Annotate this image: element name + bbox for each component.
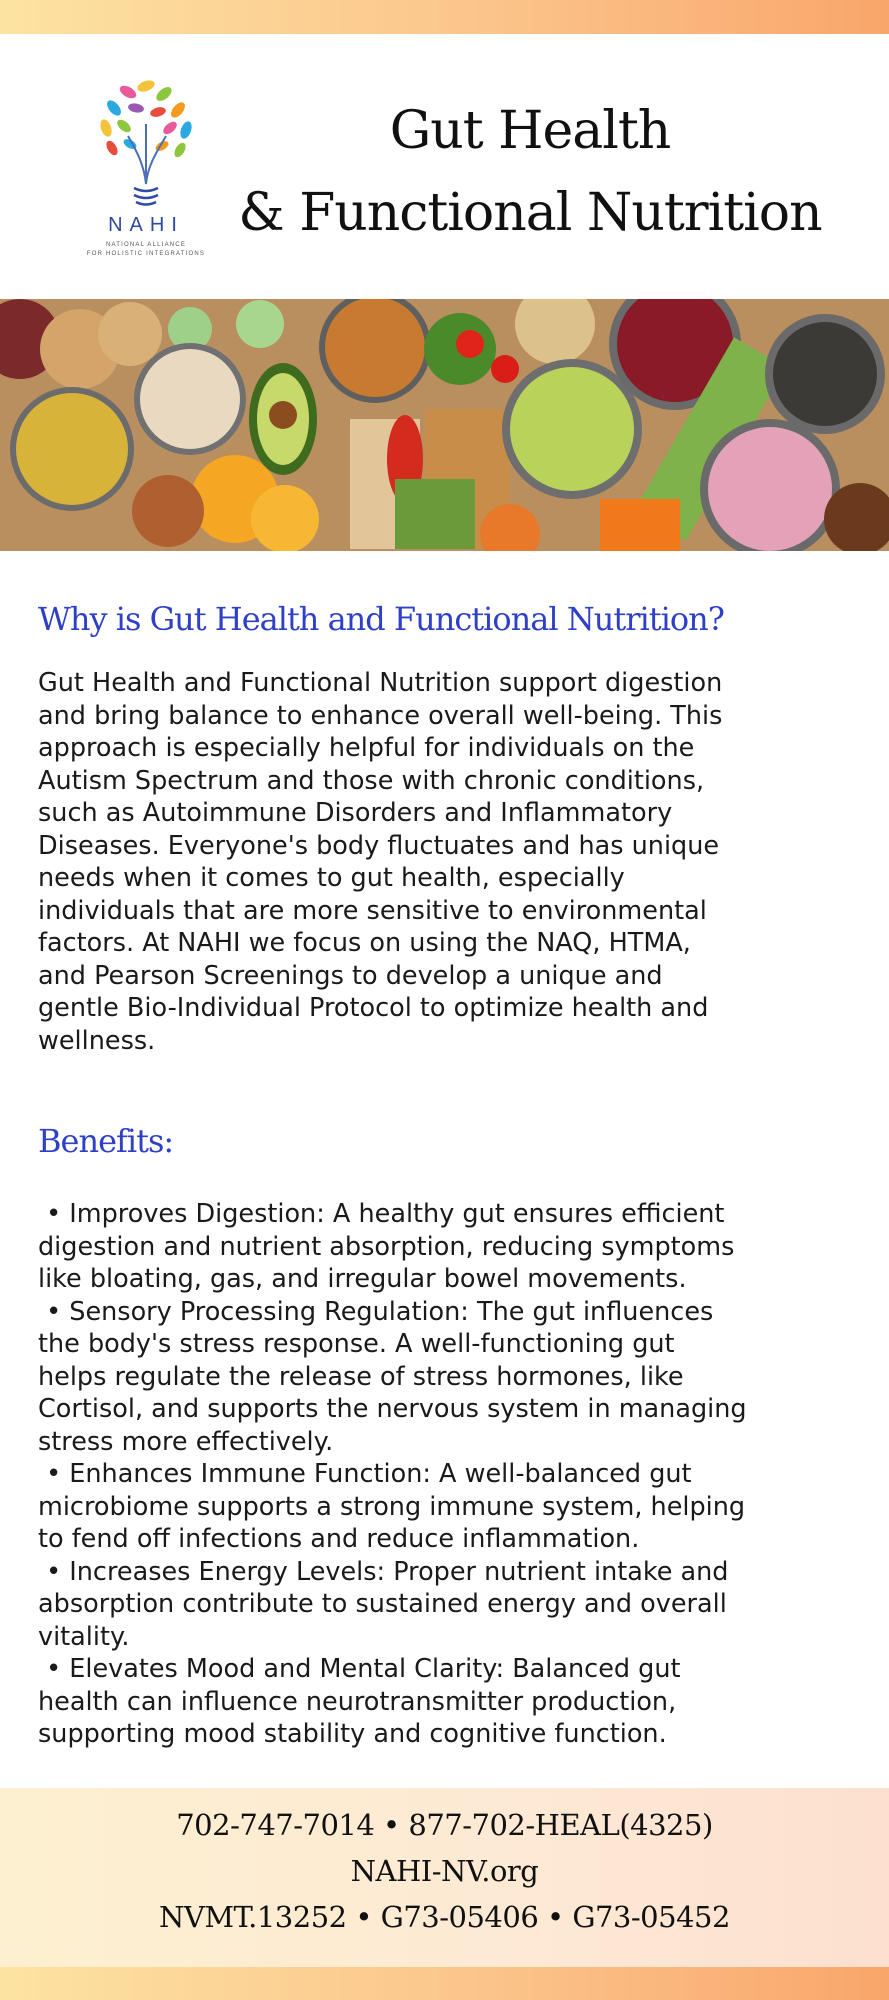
top-accent-bar xyxy=(0,0,889,34)
why-line: wellness. xyxy=(38,1025,156,1056)
why-line: gentle Bio-Individual Protocol to optimize health and xyxy=(38,993,709,1023)
logo-subtitle-line-1: NATIONAL ALLIANCE xyxy=(105,242,187,248)
title-line-2: & Functional Nutrition xyxy=(238,183,822,243)
website-link[interactable]: NAHI-NV.org xyxy=(350,1854,539,1888)
nahi-logo xyxy=(66,64,226,264)
header xyxy=(0,34,889,299)
why-line: and bring balance to enhance overall well-being. This xyxy=(38,700,723,731)
food-banner-image xyxy=(0,299,889,551)
why-heading: Why is Gut Health and Functional Nutrition? xyxy=(38,600,724,638)
benefit-line: supporting mood stability and cognitive function. xyxy=(38,1719,667,1749)
why-paragraph xyxy=(38,667,858,1057)
benefit-line: • Improves Digestion: A healthy gut ensures efficient xyxy=(38,1199,725,1229)
benefits-list xyxy=(38,1198,868,1751)
benefit-line: helps regulate the release of stress hormones, like xyxy=(38,1361,684,1392)
why-line: individuals that are more sensitive to environmental xyxy=(38,895,707,926)
benefit-line: microbiome supports a strong immune system, helping xyxy=(38,1491,746,1522)
tree-head-icon xyxy=(66,64,226,214)
benefit-line: absorption contribute to sustained energy and overall xyxy=(38,1589,727,1619)
page-title xyxy=(230,90,830,254)
benefit-line: Cortisol, and supports the nervous system in managing xyxy=(38,1394,747,1424)
contact-footer xyxy=(0,1788,889,1967)
benefit-line: stress more effectively. xyxy=(38,1426,334,1457)
benefits-heading: Benefits: xyxy=(38,1122,174,1160)
why-line: needs when it comes to gut health, especially xyxy=(38,863,625,893)
phone-numbers[interactable]: 702-747-7014 • 877-702-HEAL(4325) xyxy=(176,1808,713,1842)
bottom-accent-bar xyxy=(0,1967,889,2000)
benefit-line: • Elevates Mood and Mental Clarity: Balanced gut xyxy=(38,1654,681,1684)
benefit-line: health can influence neurotransmitter production, xyxy=(38,1686,677,1717)
benefit-line: digestion and nutrient absorption, reducing symptoms xyxy=(38,1231,735,1262)
benefit-line: • Enhances Immune Function: A well-balanced gut xyxy=(38,1459,692,1489)
benefit-line: the body's stress response. A well-functioning gut xyxy=(38,1329,675,1359)
benefit-line: to fend off infections and reduce inflammation. xyxy=(38,1524,640,1554)
why-line: Diseases. Everyone's body fluctuates and has unique xyxy=(38,830,720,861)
why-line: Autism Spectrum and those with chronic conditions, xyxy=(38,765,705,796)
license-numbers: NVMT.13252 • G73-05406 • G73-05452 xyxy=(159,1900,730,1934)
benefit-line: vitality. xyxy=(38,1621,130,1652)
logo-subtitle-line-2: FOR HOLISTIC INTEGRATIONS xyxy=(86,251,206,257)
title-line-1: Gut Health xyxy=(389,101,671,161)
why-line: and Pearson Screenings to develop a unique and xyxy=(38,960,663,991)
why-line: factors. At NAHI we focus on using the NAQ, HTMA, xyxy=(38,928,691,958)
logo-wordmark: NAHI xyxy=(108,214,184,236)
why-line: approach is especially helpful for individuals on the xyxy=(38,733,695,763)
benefit-line: • Increases Energy Levels: Proper nutrient intake and xyxy=(38,1556,729,1587)
why-line: such as Autoimmune Disorders and Inflammatory xyxy=(38,798,673,828)
benefit-line: • Sensory Processing Regulation: The gut influences xyxy=(38,1296,714,1327)
benefit-line: like bloating, gas, and irregular bowel movements. xyxy=(38,1264,687,1294)
why-line: Gut Health and Functional Nutrition support digestion xyxy=(38,668,723,698)
